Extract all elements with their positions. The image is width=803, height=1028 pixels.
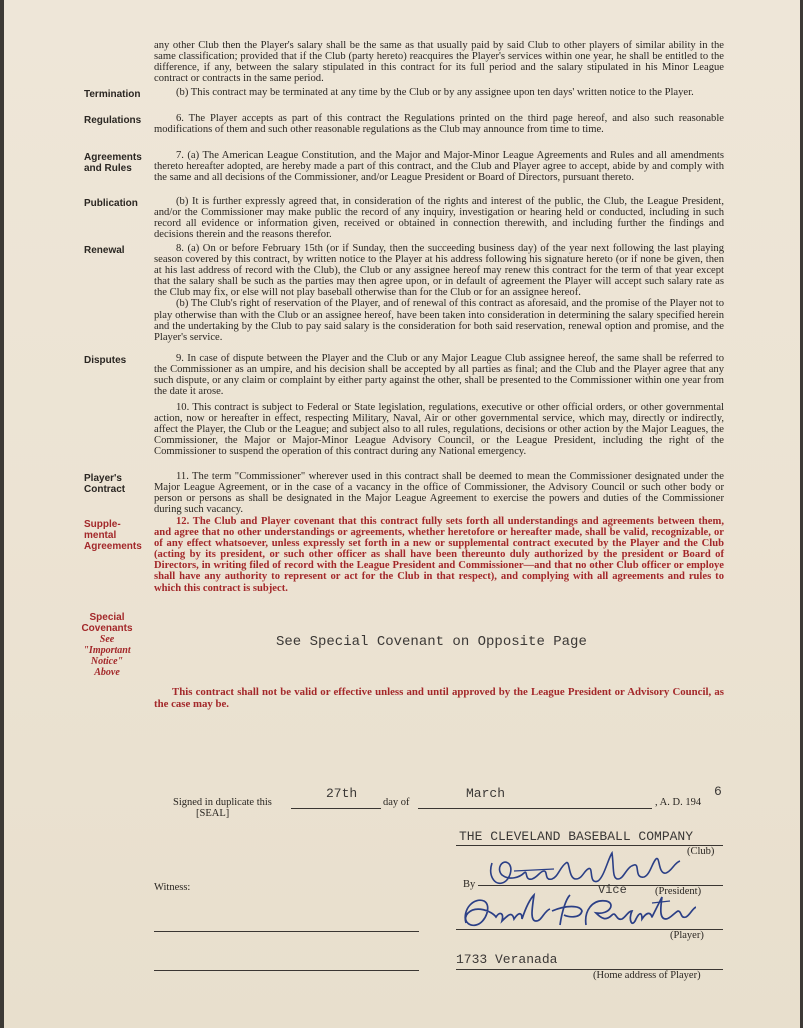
home-address-value: 1733 Veranada [456, 952, 558, 967]
clause-10-section [84, 402, 724, 468]
continuation-section [84, 40, 724, 86]
witness-line-1 [154, 931, 419, 932]
renewal-label: Renewal [84, 245, 125, 256]
vice-typed: Vice [598, 883, 627, 897]
witness-label: Witness: [154, 882, 191, 893]
witness-line-2 [154, 970, 419, 971]
renewal-section [84, 243, 724, 351]
ad-year-label: , A. D. 194 [655, 797, 702, 808]
clause-10-text: 10. This contract is subject to Federal or State legislation, regulations, executive or other official orders, or other governmental action, now or hereafter in effect, respecting Military, Naval, Air or other governmental service, which may, directly or indirectly, affect the Player, the Club or the League; and subject also to all rules, regulations, decisions or other action by the Major Leagues, the Commissioner, the Major or Major-Minor League Advisory Council, or the League President, including the right of the Commissioner to suspend the operation of this contract during any National emergency. [154, 402, 724, 458]
supplemental-text: 12. The Club and Player covenant that this contract fully sets forth all understandings and agreements between them, and agree that no other understandings or agreements, whether heretofore or hereafter made, shall be valid, recognizable, or of any effect whatsoever, unless expressly set forth in a new or supplemental contract executed by the Player and the Club (acting by its president, or such other officer as shall have been thereunto duly authorized by the president or Board of Directors, in writing filed of record with the League President and Commissioner—and that no other Club officer or employe shall have any authority to represent or act for the Club in that respect), and complying with all agreements and rules to which this contract is subject. [154, 516, 724, 594]
seal-label: [SEAL] [196, 808, 230, 819]
publication-text: (b) It is further expressly agreed that, in consideration of the rights and interest of the public, the Club, the League President, and/or the Commissioner may make public the record of any inquiry, investigation or hearing held or conducted, including in such record all evidence or information given, received or obtained in connection therewith, and including further the findings and decisions therein and the reasons therefor. [154, 196, 724, 241]
president-label: (President) [655, 886, 702, 897]
month-value: March [466, 786, 506, 801]
player-label: (Player) [670, 930, 704, 941]
disputes-section [84, 353, 724, 399]
renewal-text-b: (b) The Club's right of reservation of the Player, and of renewal of this contract as aforesaid, and the promise of the Player not to play otherwise than with the Club or an assignee hereof, have been taken into consideration in determining the salary specified herein and the undertaking by the Club to pay said salary is the consideration for both said reservation, renewal option and promise, and the Player's service. [154, 298, 724, 343]
termination-text: (b) This contract may be terminated at any time by the Club or by any assignee upon ten days' written notice to the Player. [176, 87, 694, 98]
regulations-text: 6. The Player accepts as part of this contract the Regulations printed on the third page hereof, and also such reasonable modifications of them and such other reasonable regulations as the Club may announce from time to time. [154, 113, 724, 136]
agreements-text: 7. (a) The American League Constitution, and the Major and Major-Minor League Agreements and Rules and all amendments thereto hereafter adopted, are hereby made a part of this contract, and the Club and Player agree to accept, abide by and comply with the same and all decisions of the Commissioner, and/or League President or Board of Directors, pursuant thereto. [154, 150, 724, 184]
renewal-text-a: 8. (a) On or before February 15th (or if Sunday, then the succeeding business day) of the year next following the last playing season covered by this contract, by written notice to the Player at his address following his signature hereto (or if none be given, then at his last address of record with the Club), the Club or any assignee hereof may renew this contract for the term of that year except that the salary shall be such as the parties may then agree upon, or in default of agreement the Player will accept such salary rate as the Club may fix, or else will not play baseball otherwise than for the Club or for an assignee hereof. [154, 243, 724, 299]
month-line [418, 808, 652, 809]
day-of-label: day of [383, 797, 410, 808]
publication-section [84, 196, 724, 240]
disputes-text: 9. In case of dispute between the Player and the Club or any Major League Club assignee hereof, the same shall be referred to the Commissioner as an umpire, and his decision shall be accepted by all parties as final; and the Club and the Player agree that any such dispute, or any claim or complaint by either party against the other, shall be presented to the Commissioner within one year from the date it arose. [154, 353, 724, 398]
agreements-section [84, 150, 724, 194]
day-value: 27th [326, 786, 358, 801]
players-contract-text: 11. The term "Commissioner" wherever used in this contract shall be deemed to mean the Commissioner designated under the Major League Agreement, or in the case of a vacancy in the office of Commissioner, the Advisory Council or such other body or person or persons as shall be designated in the Major League Agreement to exercise the powers and duties of the Commissioner during such vacancy. [154, 471, 724, 516]
home-address-label: (Home address of Player) [593, 970, 701, 981]
club-name: THE CLEVELAND BASEBALL COMPANY [459, 829, 694, 844]
termination-section [84, 87, 724, 111]
special-covenants-label: Special Covenants See "Important Notice" Above [81, 612, 133, 678]
by-label: By [463, 879, 476, 890]
continuation-text: any other Club then the Player's salary shall be the same as that usually paid by said Club to other players of similar ability in the same classification; provided that if the Club (party hereto) reacquires the Player's services within one year, he shall be entitled to the difference, if any, between the salary stipulated in this contract for its full period and the salary stipulated in his Minor League contract or contracts in the same period. [154, 40, 724, 85]
players-contract-section [84, 471, 724, 515]
president-signature [484, 845, 684, 895]
day-line [291, 808, 381, 809]
contract-page [4, 0, 800, 1028]
player-signature [456, 889, 696, 933]
termination-label: Termination [84, 89, 141, 100]
supplemental-label: Supple- mental Agreements [84, 519, 142, 552]
signed-in-duplicate-label: Signed in duplicate this [173, 797, 272, 808]
regulations-label: Regulations [84, 115, 142, 126]
year-digit: 6 [714, 784, 722, 799]
regulations-section [84, 113, 724, 149]
validity-note: This contract shall not be valid or effective unless and until approved by the League President or Advisory Council, as the case may be. [154, 686, 724, 710]
club-label: (Club) [687, 846, 715, 857]
agreements-label: Agreements and Rules [84, 152, 142, 174]
publication-label: Publication [84, 198, 138, 209]
players-contract-label: Player's Contract [84, 473, 126, 495]
disputes-label: Disputes [84, 355, 127, 366]
supplemental-section [84, 516, 724, 606]
special-covenant-typed: See Special Covenant on Opposite Page [276, 634, 587, 650]
